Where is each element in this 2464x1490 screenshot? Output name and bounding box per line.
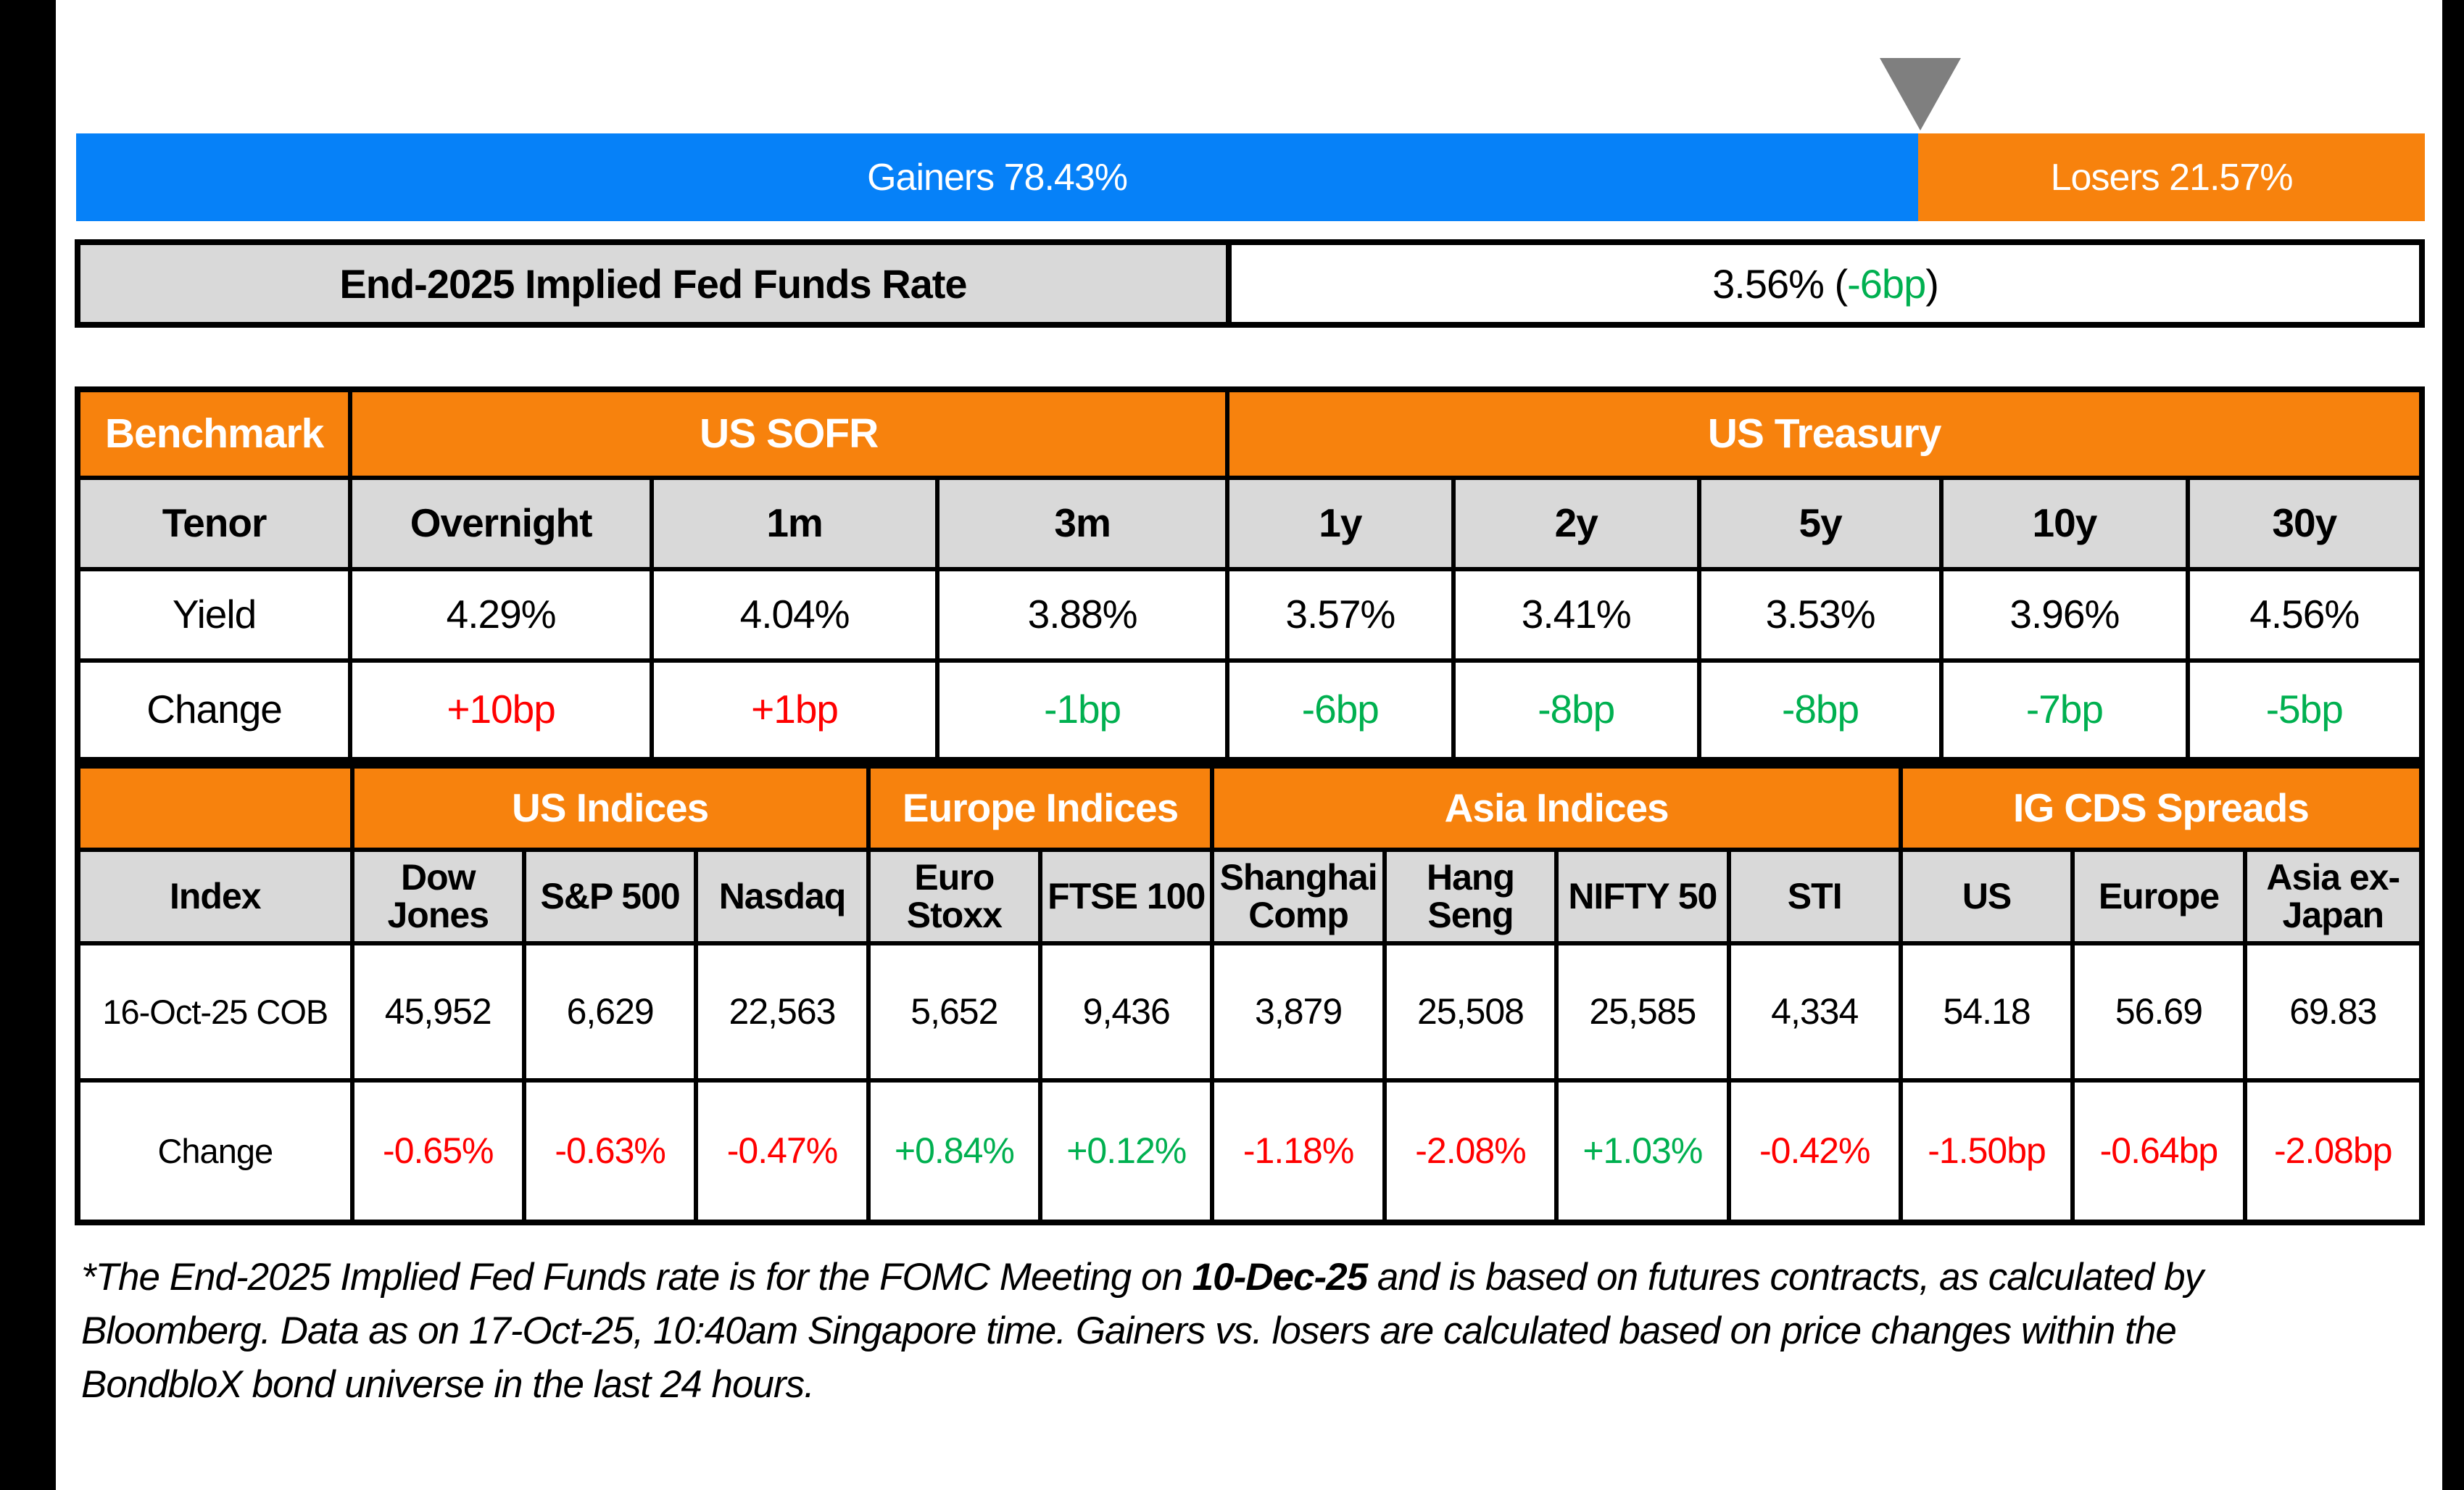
yield-cell: 4.04% [654,571,939,663]
fed-funds-label: End-2025 Implied Fed Funds Rate [80,245,1232,322]
index-value-cell: 25,508 [1387,945,1559,1083]
change-cell: -8bp [1701,663,1944,757]
index-change-cell: -2.08bp [2274,1130,2392,1172]
yield-cell: 4.56% [2190,571,2419,663]
index-value-cell: 54.18 [1903,945,2075,1083]
fed-funds-rate: 3.56% ( [1712,260,1848,307]
index-ftse100: FTSE 100 [1042,852,1214,945]
footnote [81,1251,2430,1412]
change-cell: -8bp [1456,663,1701,757]
index-value-cell: 3,879 [1214,945,1386,1083]
losers-segment [1918,133,2425,221]
europe-indices-header: Europe Indices [871,769,1215,852]
index-row-label: Index [80,852,354,945]
footnote-line-3: BondbloX bond universe in the last 24 hours. [81,1363,814,1406]
index-value-cell: 6,629 [526,945,698,1083]
index-change-cell: -1.50bp [1903,1083,2075,1220]
fed-funds-row [75,239,2425,328]
index-change-cell: -0.64bp [2075,1083,2247,1220]
us-sofr-header: US SOFR [352,392,1229,480]
tenor-2y: 2y [1456,480,1701,571]
fed-funds-value [1232,245,2419,322]
index-cds-asia-ex-japan: Asia ex-Japan [2247,852,2419,945]
index-nifty50: NIFTY 50 [1559,852,1730,945]
change-cell: +1bp [654,663,939,757]
index-change-cell: -0.47% [698,1083,870,1220]
asia-indices-header: Asia Indices [1214,769,1902,852]
index-change-cell: +0.12% [1042,1083,1214,1220]
index-cds-europe: Europe [2075,852,2247,945]
index-change-cell: +1.03% [1559,1083,1730,1220]
indices-change-row-label: Change [80,1083,354,1220]
index-sti: STI [1731,852,1903,945]
change-cell: -5bp [2265,687,2343,732]
index-nasdaq: Nasdaq [698,852,870,945]
index-value-cell: 5,652 [871,945,1042,1083]
tenor-row-label: Tenor [80,480,352,571]
yield-row-label: Yield [80,571,352,663]
us-treasury-header: US Treasury [1229,392,2419,480]
tenor-1y: 1y [1229,480,1455,571]
indices-header-blank [80,769,354,852]
footnote-line-2: Bloomberg. Data as on 17-Oct-25, 10:40am Singapore time. Gainers vs. losers are calculated based on price changes within the [81,1309,2176,1352]
yield-cell: 3.53% [1701,571,1944,663]
benchmark-header: Benchmark [80,392,352,480]
right-black-edge [2442,0,2464,1490]
indices-table [75,763,2425,1225]
index-value-cell: 25,585 [1559,945,1730,1083]
fed-funds-paren: ) [1925,260,1938,307]
yield-cell: 3.41% [1456,571,1701,663]
us-indices-header: US Indices [354,769,871,852]
index-change-cell: -2.08% [1387,1083,1559,1220]
losers-label: Losers 21.57% [2050,156,2293,199]
tenor-10y: 10y [1944,480,2189,571]
index-shanghai-comp: Shanghai Comp [1214,852,1386,945]
change-row-label: Change [80,663,352,757]
gainers-segment [76,133,1918,221]
index-value-cell: 56.69 [2075,945,2247,1083]
fed-funds-change: -6bp [1847,260,1926,307]
gainers-label: Gainers 78.43% [867,156,1127,199]
index-change-cell: +0.84% [871,1083,1042,1220]
split-marker-triangle-icon [1880,58,1961,131]
index-cds-us: US [1903,852,2075,945]
index-sp500: S&P 500 [526,852,698,945]
index-dow-jones: Dow Jones [354,852,526,945]
change-cell: -6bp [1229,663,1455,757]
index-euro-stoxx: Euro Stoxx [871,852,1042,945]
tenor-overnight: Overnight [352,480,654,571]
yield-cell: 3.57% [1229,571,1455,663]
index-value-cell: 45,952 [354,945,526,1083]
change-cell: -1bp [939,663,1229,757]
gainers-losers-bar [76,133,2425,221]
ig-cds-header: IG CDS Spreads [1903,769,2419,852]
tenor-1m: 1m [654,480,939,571]
index-value-cell: 4,334 [1731,945,1903,1083]
left-black-edge [0,0,56,1490]
index-value-cell: 22,563 [698,945,870,1083]
cob-row-label: 16-Oct-25 COB [80,945,354,1083]
change-cell: +10bp [352,663,654,757]
footnote-text: and is based on futures contracts, as calculated by [1367,1256,2204,1299]
index-hang-seng: Hang Seng [1387,852,1559,945]
index-value-cell: 69.83 [2247,945,2419,1083]
yield-cell: 3.96% [1944,571,2189,663]
yield-cell: 4.29% [352,571,654,663]
tenor-3m: 3m [939,480,1229,571]
benchmark-table [75,386,2425,763]
change-cell: -7bp [1944,663,2189,757]
footnote-text: *The End-2025 Implied Fed Funds rate is for the FOMC Meeting on [81,1256,1192,1299]
index-change-cell: -0.63% [526,1083,698,1220]
index-change-cell: -0.65% [354,1083,526,1220]
yield-cell: 3.88% [939,571,1229,663]
tenor-30y: 30y [2190,480,2419,571]
tenor-5y: 5y [1701,480,1944,571]
index-change-cell: -0.42% [1731,1083,1903,1220]
footnote-line-1 [81,1251,2430,1304]
footnote-fomc-date: 10-Dec-25 [1192,1256,1368,1299]
index-change-cell: -1.18% [1214,1083,1386,1220]
index-value-cell: 9,436 [1042,945,1214,1083]
